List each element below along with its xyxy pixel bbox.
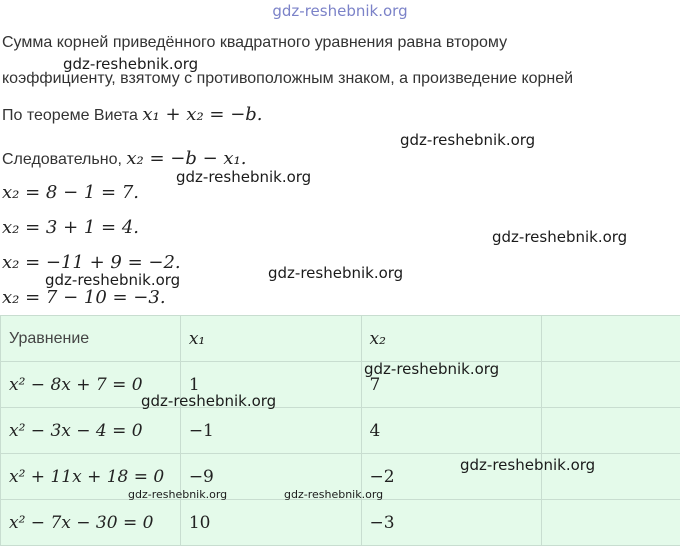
watermark: gdz-reshebnik.org: [128, 488, 227, 501]
table-empty-cell: [542, 316, 680, 362]
consequence-prefix: Следовательно,: [2, 151, 122, 168]
watermark-top: gdz-reshebnik.org: [0, 2, 680, 20]
header-equation: Уравнение: [1, 316, 181, 362]
vieta-line: [2, 104, 263, 125]
table-row: [1, 408, 680, 454]
table-cell-x1: −9: [180, 454, 361, 500]
table-row: [1, 500, 680, 546]
watermark: gdz-reshebnik.org: [176, 168, 311, 186]
consequence-line: [2, 148, 246, 169]
vieta-formula: x₁ + x₂ = −b.: [142, 104, 262, 125]
table-cell-x2: 4: [361, 408, 542, 454]
table-cell-x1: 10: [180, 500, 361, 546]
table-cell-x1: −1: [180, 408, 361, 454]
table-empty-cell: [542, 500, 680, 546]
header-x2: x₂: [361, 316, 542, 362]
consequence-formula: x₂ = −b − x₁.: [126, 148, 246, 169]
equation-4: x₂ = 7 − 10 = −3.: [2, 287, 166, 308]
equation-3: x₂ = −11 + 9 = −2.: [2, 252, 181, 273]
vieta-prefix: По теореме Виета: [2, 107, 138, 124]
table-cell-x1: 1: [180, 362, 361, 408]
table-empty-cell: [542, 408, 680, 454]
table-row: [1, 362, 680, 408]
table-empty-cell: [542, 362, 680, 408]
table-cell-equation: x² + 11x + 18 = 0: [1, 454, 181, 500]
table-cell-equation: x² − 8x + 7 = 0: [1, 362, 181, 408]
table-cell-equation: x² − 7x − 30 = 0: [1, 500, 181, 546]
paragraph-line-2: коэффициенту, взятому с противоположным знаком, а произведение корней: [2, 70, 573, 88]
roots-table: [0, 315, 680, 546]
watermark: gdz-reshebnik.org: [460, 456, 595, 474]
watermark: gdz-reshebnik.org: [400, 131, 535, 149]
table-cell-x2: −3: [361, 500, 542, 546]
watermark: gdz-reshebnik.org: [141, 392, 276, 410]
header-x1: x₁: [180, 316, 361, 362]
equation-2: x₂ = 3 + 1 = 4.: [2, 217, 139, 238]
watermark: gdz-reshebnik.org: [364, 360, 499, 378]
watermark: gdz-reshebnik.org: [45, 271, 180, 289]
watermark: gdz-reshebnik.org: [284, 488, 383, 501]
table-cell-x2: 7: [361, 362, 542, 408]
watermark: gdz-reshebnik.org: [63, 55, 198, 73]
watermark: gdz-reshebnik.org: [492, 228, 627, 246]
table-cell-equation: x² − 3x − 4 = 0: [1, 408, 181, 454]
watermark: gdz-reshebnik.org: [268, 264, 403, 282]
table-cell-x2: −2: [361, 454, 542, 500]
equation-1: x₂ = 8 − 1 = 7.: [2, 182, 139, 203]
table-header-row: [1, 316, 680, 362]
paragraph-line-1: Сумма корней приведённого квадратного уравнения равна второму: [2, 34, 507, 52]
